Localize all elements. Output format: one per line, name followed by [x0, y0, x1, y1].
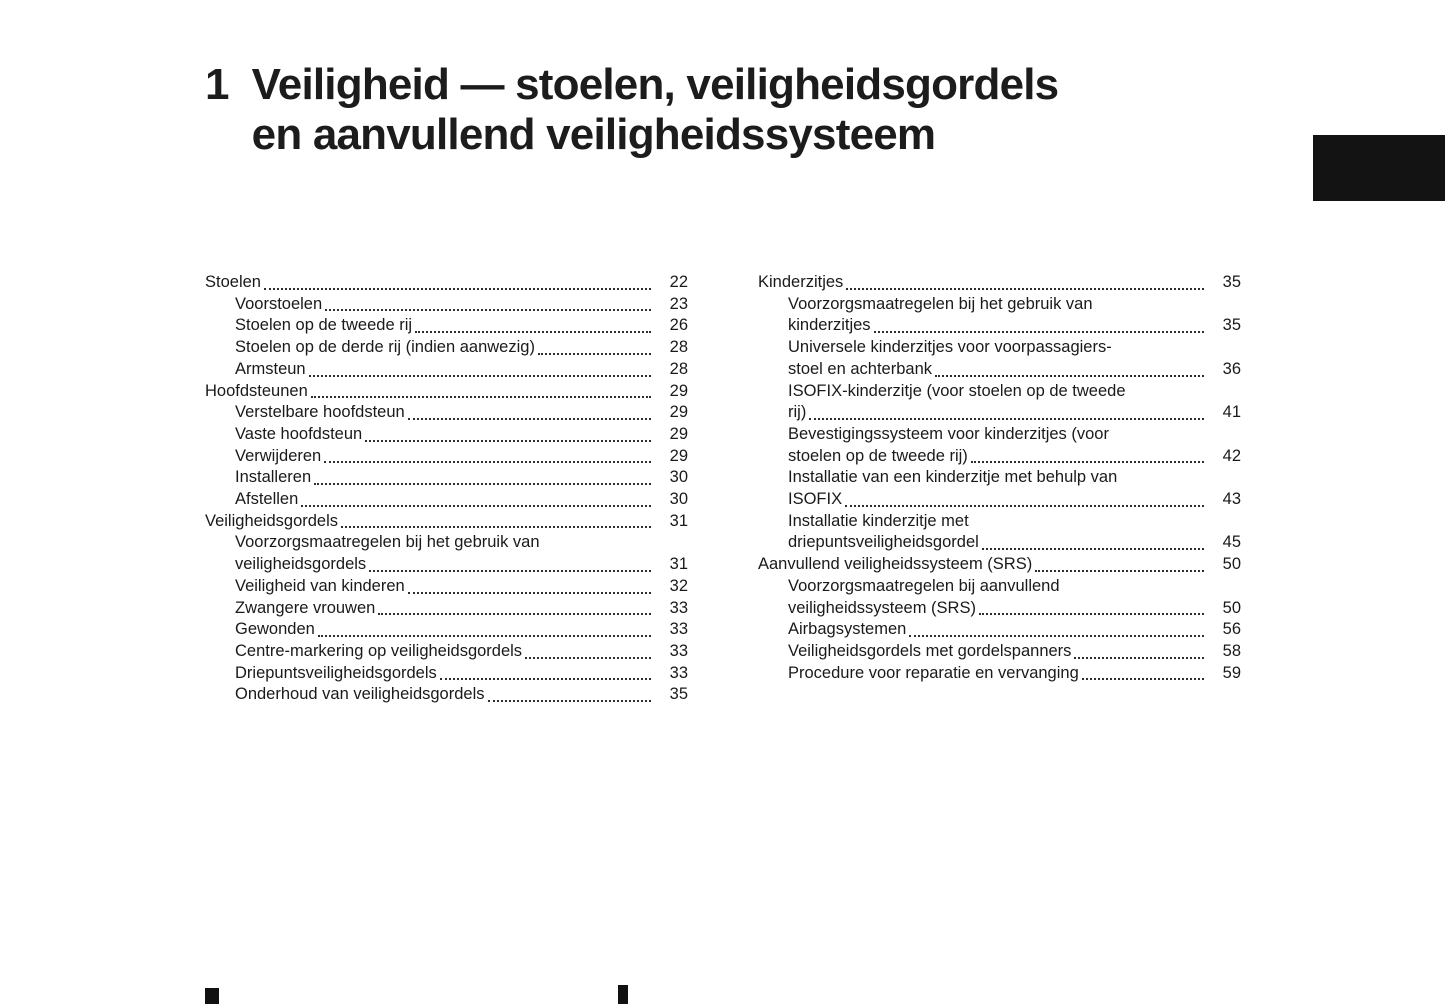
- toc-entry: [205, 641, 688, 663]
- toc-entry-label: Gewonden: [235, 620, 315, 639]
- toc-entry-last-line: [235, 315, 688, 337]
- toc-entry-last-line: [205, 511, 688, 533]
- toc-entry-last-line: [788, 446, 1241, 468]
- toc-page-number: 33: [669, 663, 688, 682]
- toc-entry-label: Voorzorgsmaatregelen bij aanvullend: [788, 576, 1060, 595]
- toc-entry: [205, 359, 688, 381]
- toc-dotted-leader: [301, 505, 651, 507]
- toc-dotted-leader: [408, 418, 651, 420]
- toc-entry: [758, 511, 1241, 554]
- toc-dotted-leader: [440, 678, 651, 680]
- toc-entry-last-line: [235, 576, 688, 598]
- toc-entry-wrap-line: [788, 381, 1241, 403]
- toc-entry-label: Verwijderen: [235, 446, 322, 465]
- toc-entry: [758, 272, 1241, 294]
- toc-page-number: 32: [669, 576, 688, 595]
- toc-entry-label: kinderzitjes: [788, 316, 871, 335]
- toc-entry-last-line: [235, 641, 688, 663]
- chapter-title-text: [252, 60, 1059, 160]
- toc-dotted-leader: [378, 613, 651, 615]
- toc-page-number: 58: [1222, 641, 1241, 660]
- toc-entry-label: rij): [788, 403, 807, 422]
- toc-page-number: 29: [669, 446, 688, 465]
- toc-page-number: 35: [669, 685, 688, 704]
- chapter-tab-marker: [1313, 135, 1445, 201]
- toc-page-number: 31: [669, 511, 688, 530]
- toc-entry: [758, 381, 1241, 424]
- toc-page-number: 42: [1222, 446, 1241, 465]
- toc-page-number: 45: [1222, 533, 1241, 552]
- toc-entry-last-line: [235, 619, 688, 641]
- toc-page-number: 36: [1222, 359, 1241, 378]
- toc-dotted-leader: [809, 418, 1204, 420]
- toc-entry: [758, 424, 1241, 467]
- toc-page-number: 28: [669, 338, 688, 357]
- toc-entry-label: Veiligheid van kinderen: [235, 576, 405, 595]
- toc-entry-last-line: [235, 402, 688, 424]
- toc-entry-last-line: [788, 489, 1241, 511]
- toc-entry-label: Afstellen: [235, 490, 299, 509]
- toc-entry: [205, 598, 688, 620]
- toc-dotted-leader: [264, 288, 651, 290]
- toc-entry: [205, 467, 688, 489]
- toc-entry-label: Stoelen op de derde rij (indien aanwezig): [235, 338, 535, 357]
- toc-entry-label: Veiligheidsgordels met gordelspanners: [788, 641, 1072, 660]
- toc-dotted-leader: [318, 635, 651, 637]
- toc-entry-last-line: [235, 663, 688, 685]
- toc-entry: [758, 294, 1241, 337]
- toc-dotted-leader: [525, 657, 651, 659]
- toc-page-number: 29: [669, 403, 688, 422]
- toc-entry-label: Driepuntsveiligheidsgordels: [235, 663, 437, 682]
- toc-page-number: 29: [669, 381, 688, 400]
- toc-dotted-leader: [415, 331, 651, 333]
- toc-entry-label: Veiligheidsgordels: [205, 511, 339, 530]
- toc-page-number: 22: [669, 273, 688, 291]
- toc-entry-label: ISOFIX-kinderzitje (voor stoelen op de tweede: [788, 381, 1126, 400]
- toc-page-number: 28: [669, 359, 688, 378]
- toc-page-number: 43: [1222, 490, 1241, 509]
- toc-entry-label: Vaste hoofdsteun: [235, 424, 363, 443]
- toc-entry-label: Armsteun: [235, 359, 306, 378]
- chapter-title-line1: Veiligheid — stoelen, veiligheidsgordels: [251, 60, 1059, 109]
- toc-entry-last-line: [758, 554, 1241, 576]
- toc-entry-last-line: [235, 554, 688, 576]
- toc-entry: [205, 337, 688, 359]
- toc-dotted-leader: [1082, 678, 1204, 680]
- toc-entry-last-line: [788, 598, 1241, 620]
- toc-dotted-leader: [365, 440, 651, 442]
- toc-entry-label: Bevestigingssysteem voor kinderzitjes (voor: [788, 424, 1109, 443]
- toc-entry-label: Airbagsystemen: [788, 620, 907, 639]
- toc-entry-label: Voorzorgsmaatregelen bij het gebruik van: [788, 294, 1093, 313]
- toc-entry-label: ISOFIX: [788, 490, 843, 509]
- toc-entry-wrap-line: [788, 294, 1241, 316]
- toc-entry: [205, 402, 688, 424]
- chapter-title: [205, 60, 1058, 160]
- toc-entry: [758, 641, 1241, 663]
- toc-dotted-leader: [845, 505, 1204, 507]
- toc-dotted-leader: [314, 483, 651, 485]
- toc-entry-label: stoelen op de tweede rij): [788, 446, 968, 465]
- toc-dotted-leader: [325, 309, 651, 311]
- toc-entry-label: Zwangere vrouwen: [235, 598, 376, 617]
- toc-entry-last-line: [235, 684, 688, 706]
- toc-entry: [205, 576, 688, 598]
- toc-entry-last-line: [205, 381, 688, 403]
- toc-page-number: 35: [1222, 273, 1241, 291]
- toc-page-number: 50: [1222, 598, 1241, 617]
- toc-dotted-leader: [1074, 657, 1204, 659]
- toc-entry-last-line: [788, 532, 1241, 554]
- toc-page-number: 31: [669, 555, 688, 574]
- toc-entry-label: Hoofdsteunen: [205, 381, 308, 400]
- toc-dotted-leader: [874, 331, 1204, 333]
- toc-entry-label: Stoelen op de tweede rij: [235, 316, 413, 335]
- page-bottom-mark-left: [205, 988, 219, 1004]
- toc-entry-last-line: [788, 402, 1241, 424]
- toc-entry-label: Centre-markering op veiligheidsgordels: [235, 641, 523, 660]
- toc-column-right: [758, 272, 1241, 706]
- toc-entry-last-line: [788, 619, 1241, 641]
- toc-entry-label: Aanvullend veiligheidssysteem (SRS): [758, 555, 1033, 574]
- toc-entry: [205, 315, 688, 337]
- toc-entry-last-line: [235, 359, 688, 381]
- toc-dotted-leader: [309, 375, 651, 377]
- toc-entry-label: veiligheidsgordels: [235, 555, 367, 574]
- toc-dotted-leader: [488, 700, 652, 702]
- toc-entry: [205, 446, 688, 468]
- toc-entry: [205, 532, 688, 575]
- toc-page-number: 33: [669, 641, 688, 660]
- table-of-contents: [205, 272, 1240, 706]
- toc-entry-last-line: [788, 641, 1241, 663]
- toc-entry-last-line: [788, 315, 1241, 337]
- toc-page-number: 50: [1222, 555, 1241, 574]
- toc-entry-label: Universele kinderzitjes voor voorpassagiers-: [788, 338, 1112, 357]
- toc-dotted-leader: [971, 461, 1204, 463]
- toc-dotted-leader: [982, 548, 1204, 550]
- toc-page-number: 30: [669, 468, 688, 487]
- toc-dotted-leader: [846, 288, 1204, 290]
- toc-entry: [758, 337, 1241, 380]
- toc-entry-label: Voorzorgsmaatregelen bij het gebruik van: [235, 533, 540, 552]
- toc-page-number: 33: [669, 598, 688, 617]
- toc-entry-wrap-line: [788, 467, 1241, 489]
- toc-page-number: 59: [1222, 663, 1241, 682]
- toc-entry-wrap-line: [788, 576, 1241, 598]
- toc-dotted-leader: [311, 396, 651, 398]
- toc-entry-label: Stoelen: [205, 273, 261, 291]
- toc-dotted-leader: [324, 461, 651, 463]
- toc-dotted-leader: [408, 592, 651, 594]
- toc-entry-label: Installatie van een kinderzitje met behulp van: [788, 468, 1118, 487]
- toc-entry: [205, 381, 688, 403]
- toc-entry: [205, 294, 688, 316]
- chapter-title-line2: en aanvullend veiligheidssysteem: [251, 110, 936, 159]
- toc-entry-wrap-line: [235, 532, 688, 554]
- toc-entry-last-line: [235, 467, 688, 489]
- toc-entry-label: Installatie kinderzitje met: [788, 511, 969, 530]
- toc-entry-wrap-line: [788, 424, 1241, 446]
- toc-page-number: 35: [1222, 316, 1241, 335]
- toc-entry-wrap-line: [788, 511, 1241, 533]
- toc-page-number: 30: [669, 490, 688, 509]
- toc-dotted-leader: [341, 526, 651, 528]
- toc-entry: [758, 554, 1241, 576]
- toc-dotted-leader: [538, 353, 651, 355]
- toc-entry-wrap-line: [788, 337, 1241, 359]
- toc-entry-last-line: [788, 359, 1241, 381]
- toc-page-number: 41: [1222, 403, 1241, 422]
- toc-entry: [205, 663, 688, 685]
- toc-entry-last-line: [235, 294, 688, 316]
- page-bottom-mark-right: [618, 985, 628, 1004]
- toc-entry-last-line: [235, 424, 688, 446]
- toc-entry: [758, 467, 1241, 510]
- toc-entry: [205, 684, 688, 706]
- toc-entry: [205, 272, 688, 294]
- toc-entry-label: Procedure voor reparatie en vervanging: [788, 663, 1079, 682]
- toc-dotted-leader: [935, 375, 1204, 377]
- toc-entry-label: veiligheidssysteem (SRS): [788, 598, 976, 617]
- toc-entry-last-line: [758, 272, 1241, 294]
- toc-entry: [758, 576, 1241, 619]
- toc-entry-last-line: [235, 337, 688, 359]
- toc-entry-label: Installeren: [235, 468, 312, 487]
- toc-entry: [205, 424, 688, 446]
- toc-entry: [205, 511, 688, 533]
- toc-entry-label: Kinderzitjes: [758, 273, 844, 291]
- chapter-number: 1: [205, 60, 229, 109]
- toc-column-left: [205, 272, 688, 706]
- toc-page-number: 33: [669, 620, 688, 639]
- toc-entry-label: Voorstoelen: [235, 294, 323, 313]
- toc-entry-last-line: [788, 663, 1241, 685]
- toc-entry-label: stoel en achterbank: [788, 359, 933, 378]
- toc-dotted-leader: [979, 613, 1204, 615]
- toc-entry-last-line: [205, 272, 688, 294]
- toc-entry: [758, 663, 1241, 685]
- toc-entry: [758, 619, 1241, 641]
- toc-entry-last-line: [235, 598, 688, 620]
- toc-entry: [205, 619, 688, 641]
- toc-dotted-leader: [909, 635, 1204, 637]
- toc-dotted-leader: [1035, 570, 1204, 572]
- toc-entry-label: Verstelbare hoofdsteun: [235, 403, 405, 422]
- toc-page-number: 29: [669, 424, 688, 443]
- toc-page-number: 56: [1222, 620, 1241, 639]
- toc-entry-last-line: [235, 489, 688, 511]
- toc-page-number: 23: [669, 294, 688, 313]
- toc-entry-label: driepuntsveiligheidsgordel: [788, 533, 979, 552]
- toc-page-number: 26: [669, 316, 688, 335]
- toc-dotted-leader: [369, 570, 651, 572]
- toc-entry: [205, 489, 688, 511]
- toc-entry-last-line: [235, 446, 688, 468]
- toc-entry-label: Onderhoud van veiligheidsgordels: [235, 685, 485, 704]
